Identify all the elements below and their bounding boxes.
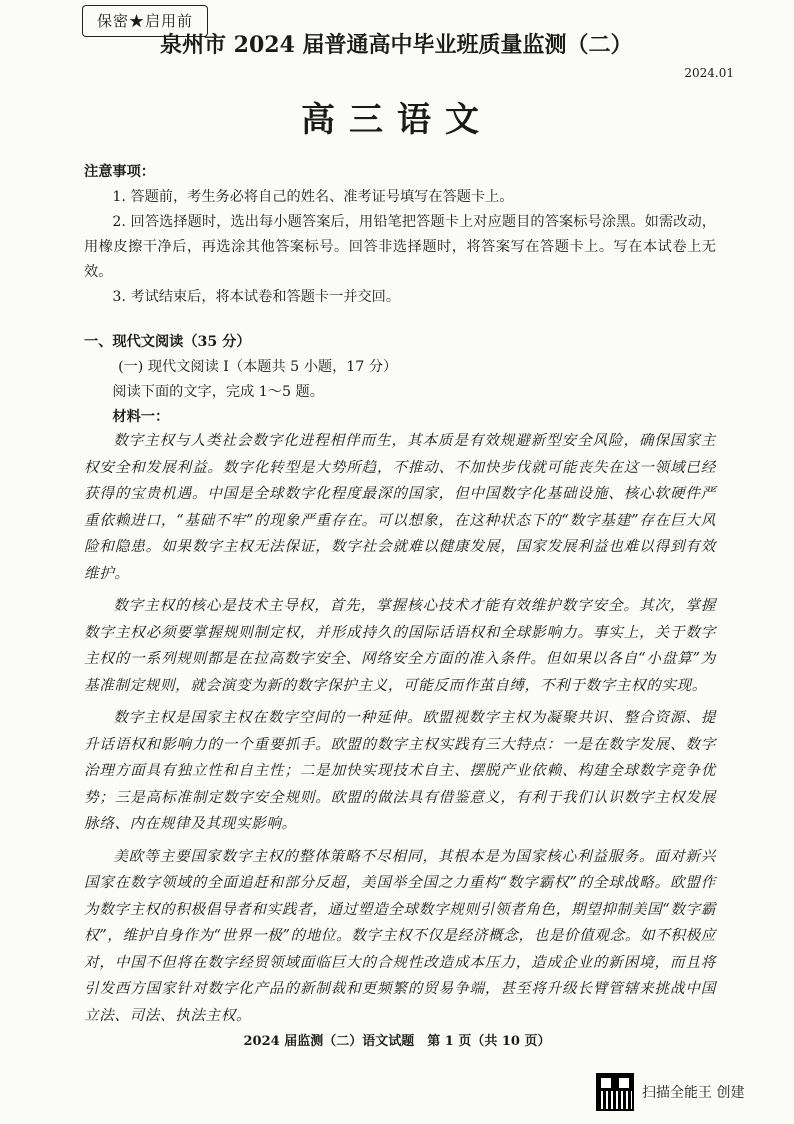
- article-paragraph: 数字主权是国家主权在数字空间的一种延伸。欧盟视数字主权为凝聚共识、整合资源、提升话语权和影响力的一个重要抓手。欧盟的数字主权实践有三大特点：一是在数字发展、数字治理方面具有独立性和自主性；二是加快实现技术自主、摆脱产业依赖、构建全球数字竞争优势；三是高标准制定数字安全规则。欧盟的做法具有借鉴意义，有利于我们认识数字主权发展脉络、内在规律及其现实影响。: [84, 709, 716, 832]
- notes-heading: 注意事项：: [84, 164, 155, 180]
- article-paragraph: 数字主权的核心是技术主导权，首先，掌握核心技术才能有效维护数字安全。其次，掌握数字主权必须要掌握规则制定权，并形成持久的国际话语权和全球影响力。事实上，关于数字主权的一系列规则都是在拉高数字安全、网络安全方面的准入条件。但如果以各自“小盘算”为基准制定规则，就会演变为新的数字保护主义，可能反而作茧自缚，不利于数字主权的实现。: [84, 597, 716, 694]
- note-item: 2. 回答选择题时，选出每小题答案后，用铅笔把答题卡上对应题目的答案标号涂黑。如需改动，用橡皮擦干净后，再选涂其他答案标号。回答非选择题时，将答案写在答题卡上。写在本试卷上无效。: [84, 214, 716, 280]
- section-instruction: 阅读下面的文字，完成 1～5 题。: [112, 384, 324, 400]
- note-item: 3. 考试结束后，将本试卷和答题卡一并交回。: [112, 289, 401, 305]
- article-body: [84, 428, 716, 1029]
- scanner-label: 扫描全能王 创建: [642, 1085, 745, 1101]
- article-paragraph: 美欧等主要国家数字主权的整体策略不尽相同，其根本是为国家核心利益服务。面对新兴国家在数字领域的全面追赶和部分反超，美国举全国之力重构“数字霸权”的全球战略。欧盟作为数字主权的积极倡导者和实践者，通过塑造全球数字规则引领者角色，期望抑制美国“数字霸权”，维护自身作为“世界一极”的地位。数字主权不仅是经济概念，也是价值观念。如不积极应对，中国不但将在数字经贸领域面临巨大的合规性改造成本压力，造成企业的新困境，而且将引发西方国家针对数字化产品的新制裁和更频繁的贸易争端，甚至将升级长臂管辖来挑战中国立法、司法、执法主权。: [84, 847, 716, 1024]
- section-subtitle: (一) 现代文阅读 I（本题共 5 小题，17 分）: [118, 359, 398, 375]
- notes-block: [84, 160, 716, 310]
- confidential-stamp: 保密★启用前: [82, 5, 208, 37]
- exam-title: 泉州市 2024 届普通高中毕业班质量监测（二）: [160, 32, 633, 58]
- scanner-watermark: [596, 1073, 744, 1111]
- exam-date: 2024.01: [684, 66, 734, 80]
- section-title: 一、现代文阅读（35 分）: [84, 334, 251, 350]
- qr-code-icon: [596, 1073, 634, 1111]
- subject-title: 高三语文: [301, 100, 493, 140]
- material-label: 材料一：: [112, 409, 170, 425]
- note-item: 1. 答题前，考生务必将自己的姓名、准考证号填写在答题卡上。: [112, 189, 514, 205]
- section-header: [84, 330, 716, 430]
- page-footer: 2024 届监测（二）语文试题 第 1 页（共 10 页）: [243, 1034, 551, 1049]
- article-paragraph: 数字主权与人类社会数字化进程相伴而生，其本质是有效规避新型安全风险，确保国家主权安全和发展利益。数字化转型是大势所趋，不推动、不加快步伐就可能丧失在这一领域已经获得的宝贵机遇。中国是全球数字化程度最深的国家，但中国数字化基础设施、核心软硬件严重依赖进口，“基础不牢”的现象严重存在。可以想象，在这种状态下的“数字基建”存在巨大风险和隐患。如果数字主权无法保证，数字社会就难以健康发展，国家发展利益也难以得到有效维护。: [84, 432, 716, 582]
